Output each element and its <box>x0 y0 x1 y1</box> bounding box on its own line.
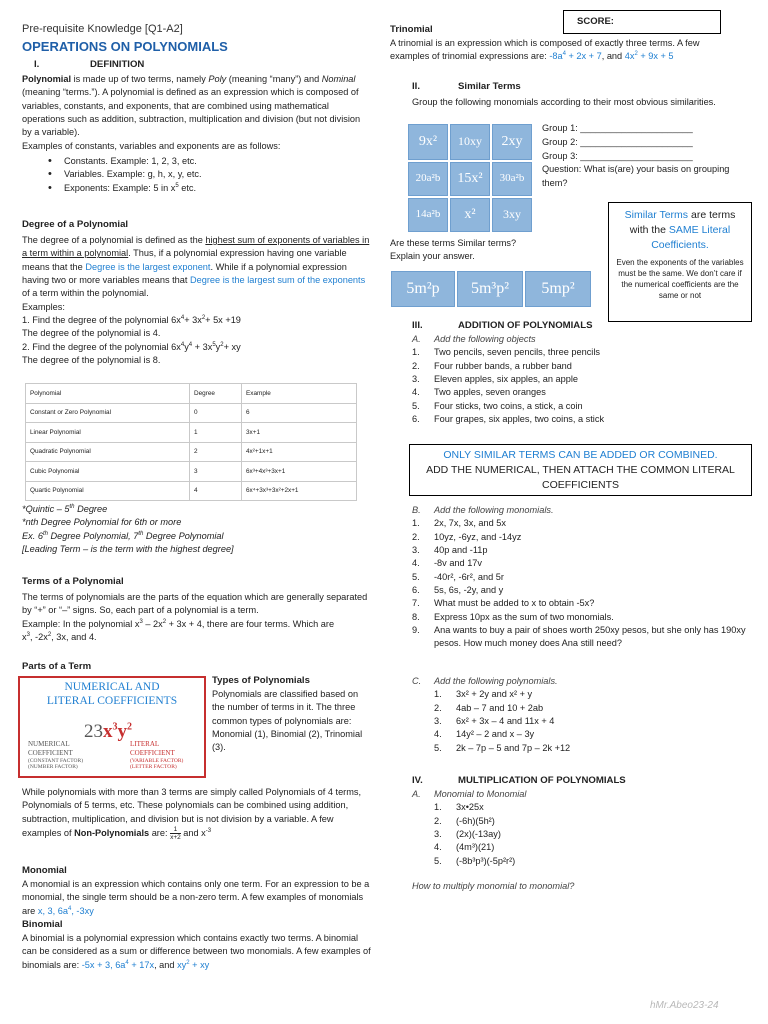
note-line: [Leading Term – is the term with the highest degree] <box>22 544 234 555</box>
monomial-tile: 5m²p <box>391 271 455 307</box>
examples-intro: Examples of constants, variables and exponents are as follows: <box>22 140 281 151</box>
part-letter: B. <box>412 505 421 515</box>
list-item: 4. Two apples, seven oranges <box>412 387 546 398</box>
definition-paragraph: Polynomial is made up of two terms, namely Poly (meaning “many”) and Nominal (meaning “terms.”). A polynomial is defined as an expression which is composed of variables, constants, and exponents, that are combined using mathematical operations such as addition, subtraction, multiplication and division (but not division by a variable). <box>22 73 361 138</box>
examples-list <box>48 155 372 195</box>
column-header: Example <box>242 384 357 404</box>
definition-note: Even the exponents of the variables must be the same. We don’t care if the numerical coefficients are the same or not <box>616 257 744 301</box>
terms-section <box>22 575 372 644</box>
list-item: 2. (-6h)(5h²) <box>434 815 495 826</box>
types-section <box>212 674 372 755</box>
group-1-line[interactable]: Group 1: ______________________ <box>542 123 693 133</box>
degree-section <box>22 218 372 367</box>
grouping-question: Question: What is(are) your basis on grouping them? <box>542 164 730 189</box>
multiplication-question: How to multiply monomial to monomial? <box>412 880 575 891</box>
degree-answer-2: The degree of the polynomial is 8. <box>22 355 161 365</box>
section-heading: ADDITION OF POLYNOMIALS <box>458 320 593 331</box>
monomials-list <box>412 517 752 650</box>
monomial-paragraph: A monomial is an expression which contains only one term. For an expression to be a monomial, the single term should be a non-zero term. A few examples of monomials are x, 3, $6a^4$, -3xy <box>22 878 370 916</box>
trinomial-section <box>390 23 735 64</box>
list-item: 6. 5s, 6s, -2y, and y <box>412 585 504 596</box>
list-item: 1. 3x² + 2y and x² + y <box>434 689 533 700</box>
list-item: 3. 6x² + 3x – 4 and 11x + 4 <box>434 716 555 727</box>
list-item: 5. Four sticks, two coins, a stick, a coin <box>412 400 583 411</box>
illustration-title: NUMERICAL AND LITERAL COEFFICIENTS <box>46 681 178 707</box>
types-list: Monomial (1), Binomial (2), Trinomial (3). <box>212 728 363 753</box>
table-row: Cubic Polynomial 3 6x³+4x³+3x+1 <box>26 462 357 482</box>
table-row: Quadratic Polynomial 2 4x²+1x+1 <box>26 442 357 462</box>
degree-table <box>25 383 357 501</box>
terms-paragraph: The terms of polynomials are the parts of the equation which are generally separated by “+” or “–” signs. So, each part of a polynomial is a term. <box>22 591 368 616</box>
list-item: • Exponents: Example: 5 in $x^5$ etc. <box>48 182 372 195</box>
list-item: • Variables. Example: g, h, x, y, etc. <box>48 168 372 181</box>
monomial-heading: Monomial <box>22 865 67 876</box>
add-monomials-section <box>412 504 752 651</box>
illustration-term: $23x^3y^2$ <box>84 721 132 742</box>
literal-coefficient-label: LITERAL COEFFICIENT (VARIABLE FACTOR) (LETTER FACTOR) <box>130 740 184 771</box>
multiplication-list <box>434 801 752 868</box>
list-item: 3. (2x)(-13ay) <box>434 828 501 839</box>
list-item: 5. 2k – 7p – 5 and 7p – 2k +12 <box>434 742 571 753</box>
list-item: 1. 3x•25x <box>434 802 484 813</box>
nonpoly-paragraph: While polynomials with more than 3 terms are simply called Polynomials of 4 terms, Polynomials of 5 terms, etc. These polynomials can be combined using addition, subtraction, multiplication, and division but is not division by a variable. A few examples of Non-Polynomials are: $\frac{1}{x+2}$ and $x^{-3}$ <box>22 787 362 842</box>
question-line: Explain your answer. <box>390 251 475 262</box>
footer-signature: hMr.Abeo23-24 <box>650 1000 719 1011</box>
numerical-coefficient-label: NUMERICAL COEFFICIENT (CONSTANT FACTOR) (NUMBER FACTOR) <box>28 740 84 771</box>
section-number: IV. <box>412 775 423 786</box>
part-instruction: Monomial to Monomial <box>434 788 527 799</box>
monomial-tile: 15x² <box>450 162 490 196</box>
terms-heading: Terms of a Polynomial <box>22 576 124 587</box>
terms-example: Example: In the polynomial $x^3 - 2x^2 + 3x + 4$, there are four terms. Which are <box>22 618 335 629</box>
question-line: Are these terms Similar terms? <box>390 238 517 248</box>
page-subtitle: Pre-requisite Knowledge [Q1-A2] <box>22 23 183 35</box>
grouping-answers <box>542 122 732 191</box>
table-row: Constant or Zero Polynomial 0 6 <box>26 403 357 423</box>
polynomials-list <box>434 688 752 755</box>
table-row: Quartic Polynomial 4 6x⁴+3x³+3x²+2x+1 <box>26 481 357 501</box>
trinomial-paragraph: A trinomial is an expression which is composed of exactly three terms. A few examples of trinomial expressions are: $-8a^4 + 2x + 7$, and $4x^2 + 9x + 5$ <box>390 37 700 62</box>
monomial-tile: 9x² <box>408 124 448 160</box>
examples-label: Examples: <box>22 301 65 312</box>
degree-example-2: 2. Find the degree of the polynomial $6x^4y^4 + 3x^5y^2+$ xy <box>22 341 241 352</box>
definition-section <box>22 58 372 199</box>
column-header: Polynomial <box>26 384 190 404</box>
section-heading: MULTIPLICATION OF POLYNOMIALS <box>458 775 626 786</box>
degree-example-1: 1. Find the degree of the polynomial $6x^4+ 3x^2+ 5x +19$ <box>22 314 241 325</box>
objects-list <box>412 346 752 426</box>
section-number: I. <box>34 59 40 70</box>
group-2-line[interactable]: Group 2: ______________________ <box>542 136 693 147</box>
list-item: 1. Two pencils, seven pencils, three pencils <box>412 347 600 358</box>
similar-section <box>412 80 752 109</box>
list-item: 8. Express 10px as the sum of two monomials. <box>412 611 614 622</box>
table-row: Linear Polynomial 1 3x+1 <box>26 423 357 443</box>
list-item: 4. (4m³)(21) <box>434 842 495 853</box>
list-item: 4. 14y² – 2 and x – 3y <box>434 729 535 740</box>
binomial-heading: Binomial <box>22 918 63 930</box>
monomial-tile: 20a²b <box>408 162 448 196</box>
rule-line-1: ONLY SIMILAR TERMS CAN BE ADDED OR COMBINED. <box>443 449 718 461</box>
part-letter: C. <box>412 676 422 686</box>
addition-section <box>412 319 752 426</box>
monomial-tile: x² <box>450 198 490 232</box>
monomial-tile: 2xy <box>492 124 532 160</box>
part-instruction: Add the following monomials. <box>434 505 554 515</box>
monomial-section <box>22 864 372 972</box>
monomial-tile: 14a²b <box>408 198 448 232</box>
definition-main: Similar Terms are terms with the SAME Literal Coefficients. <box>624 209 736 252</box>
list-item: 3. 40p and -11p <box>412 545 488 556</box>
section-number: III. <box>412 320 423 331</box>
degree-notes <box>22 503 372 556</box>
list-item: • Constants. Example: 1, 2, 3, etc. <box>48 155 372 168</box>
add-polynomials-section <box>412 675 752 755</box>
list-item: 5. (-8b³p³)(-5p²r²) <box>434 855 516 866</box>
note-line: Ex. 6th Degree Polynomial, 7th Degree Polynomial <box>22 530 224 541</box>
section-number: II. <box>412 81 420 92</box>
part-letter: A. <box>412 333 421 344</box>
monomial-tile: 30a²b <box>492 162 532 196</box>
degree-paragraph: The degree of a polynomial is defined as the highest sum of exponents of variables in a term within a polynomial. Thus, if a polynomial expression having one variable means that the Degree is the largest exponent. While if a polynomial expression having two or more variables means that Degree is the largest sum of the exponents of a term within the polynomial. <box>22 234 370 299</box>
rule-line-2: ADD THE NUMERICAL, THEN ATTACH THE COMMON LITERAL COEFFICIENTS <box>426 464 735 492</box>
addition-rule-box <box>409 444 752 496</box>
part-letter: A. <box>412 788 421 799</box>
note-line: *nth Degree Polynomial for 6th or more <box>22 517 182 528</box>
fraction: $\frac{1}{x+2}$ <box>170 826 181 842</box>
multiplication-section <box>412 774 752 893</box>
binomial-paragraph: A binomial is a polynomial expression which contains exactly two terms. A binomial can be considered as a sum or difference between two monomials. A few examples of binomials are: -5x + 3, $6a^4 + 17x$, and $xy^2$ + xy <box>22 932 371 970</box>
list-item: 6. Four grapes, six apples, two coins, a stick <box>412 413 605 424</box>
list-item: 9. Ana wants to buy a pair of shoes worth 250xy pesos, but she only has 190xy pesos. How much money does Ana still need? <box>412 625 746 649</box>
part-instruction: Add the following objects <box>434 333 536 344</box>
similar-terms-definition-box <box>608 202 752 322</box>
degree-table-wrap <box>22 383 357 501</box>
note-line: *Quintic – 5th Degree <box>22 503 108 514</box>
monomial-tile: 3xy <box>492 198 532 232</box>
monomial-tile: 5mp² <box>525 271 591 307</box>
trinomial-heading: Trinomial <box>390 24 433 35</box>
list-item: 7. What must be added to x to obtain -5x? <box>412 598 595 609</box>
list-item: 2. 10yz, -6yz, and -14yz <box>412 531 522 542</box>
part-instruction: Add the following polynomials. <box>434 676 558 686</box>
list-item: 2. Four rubber bands, a rubber band <box>412 360 572 371</box>
nonpoly-section <box>22 786 372 841</box>
page-title: OPERATIONS ON POLYNOMIALS <box>22 39 228 54</box>
similar-instructions: Group the following monomials according to their most obvious similarities. <box>412 96 716 107</box>
list-item: 3. Eleven apples, six apples, an apple <box>412 373 579 384</box>
list-item: 1. 2x, 7x, 3x, and 5x <box>412 518 507 529</box>
section-heading: DEFINITION <box>90 59 145 70</box>
types-paragraph: Polynomials are classified based on the number of terms in it. The three common types of polynomials are: <box>212 688 359 726</box>
column-header: Degree <box>190 384 242 404</box>
list-item: 4. -8v and 17v <box>412 558 483 569</box>
degree-heading: Degree of a Polynomial <box>22 219 129 230</box>
monomial-tile: 5m³p² <box>457 271 523 307</box>
terms-list: $x^3$, $-2x^2$, 3x, and 4. <box>22 631 97 642</box>
section-heading: Similar Terms <box>458 81 521 92</box>
list-item: 5. -40r², -6r², and 5r <box>412 571 504 582</box>
parts-heading: Parts of a Term <box>22 661 92 672</box>
types-heading: Types of Polynomials <box>212 675 310 686</box>
monomial-tile: 10xy <box>450 124 490 160</box>
group-3-line[interactable]: Group 3: ______________________ <box>542 150 693 161</box>
coefficients-illustration <box>18 676 206 778</box>
list-item: 2. 4ab – 7 and 10 + 2ab <box>434 702 544 713</box>
table-header-row <box>26 384 357 404</box>
similar-question <box>390 237 600 264</box>
degree-answer-1: The degree of the polynomial is 4. <box>22 328 161 339</box>
score-box[interactable]: SCORE: <box>563 10 721 34</box>
